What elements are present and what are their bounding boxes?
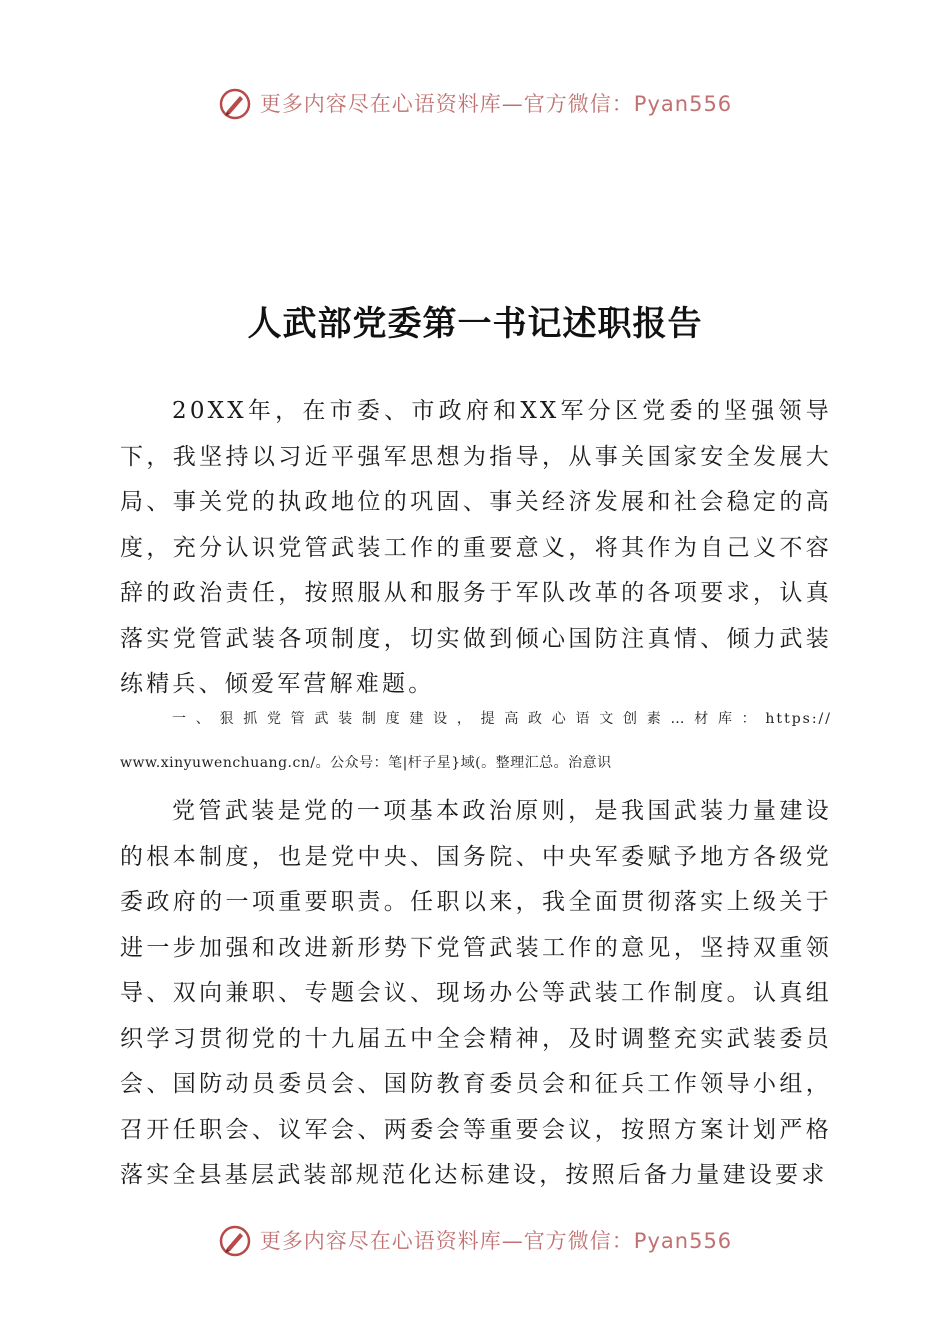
pen-logo-icon <box>218 1224 252 1258</box>
document-title: 人武部党委第一书记述职报告 <box>247 304 703 344</box>
section-heading-line: 一、狠抓党管武装制度建设，提高政心语文创素…材库：https:// <box>172 711 832 727</box>
paragraph-intro: 20XX年，在市委、市政府和XX军分区党委的坚强领导下，我坚持以习近平强军思想为指导，从事关国家安全发展大局、事关党的执政地位的巩固、事关经济发展和社会稳定的高度，充分认识党管武装工作的重要意义，将其作为自己义不容辞的政治责任，按照服从和服务于军队改革的各项要求，认真落实党管武装各项制度，切实做到倾心国防注真情、倾力武装练精兵、倾爱军营解难题。 <box>120 398 832 697</box>
header-watermark <box>0 87 950 121</box>
watermark-text: 更多内容尽在心语资料库—官方微信：Pyan556 <box>259 91 733 116</box>
paragraph-section-one: 党管武装是党的一项基本政治原则，是我国武装力量建设的根本制度，也是党中央、国务院、中央军委赋予地方各级党委政府的一项重要职责。任职以来，我全面贯彻落实上级关于进一步加强和改进新形势下党管武装工作的意见，坚持双重领导、双向兼职、专题会议、现场办公等武装工作制度。认真组织学习贯彻党的十九届五中全会精神，及时调整充实武装委员会、国防动员委员会、国防教育委员会和征兵工作领导小组，召开任职会、议军会、两委会等重要会议，按照方案计划严格落实全县基层武装部规范化达标建设，按照后备力量建设要求 <box>120 798 832 1188</box>
section-heading-continuation: www.xinyuwenchuang.cn/。公众号：笔|杆子星}域(。整理汇总。治意识 <box>120 755 612 771</box>
watermark-text: 更多内容尽在心语资料库—官方微信：Pyan556 <box>259 1228 733 1253</box>
footer-watermark <box>0 1224 950 1258</box>
pen-logo-icon <box>218 87 252 121</box>
